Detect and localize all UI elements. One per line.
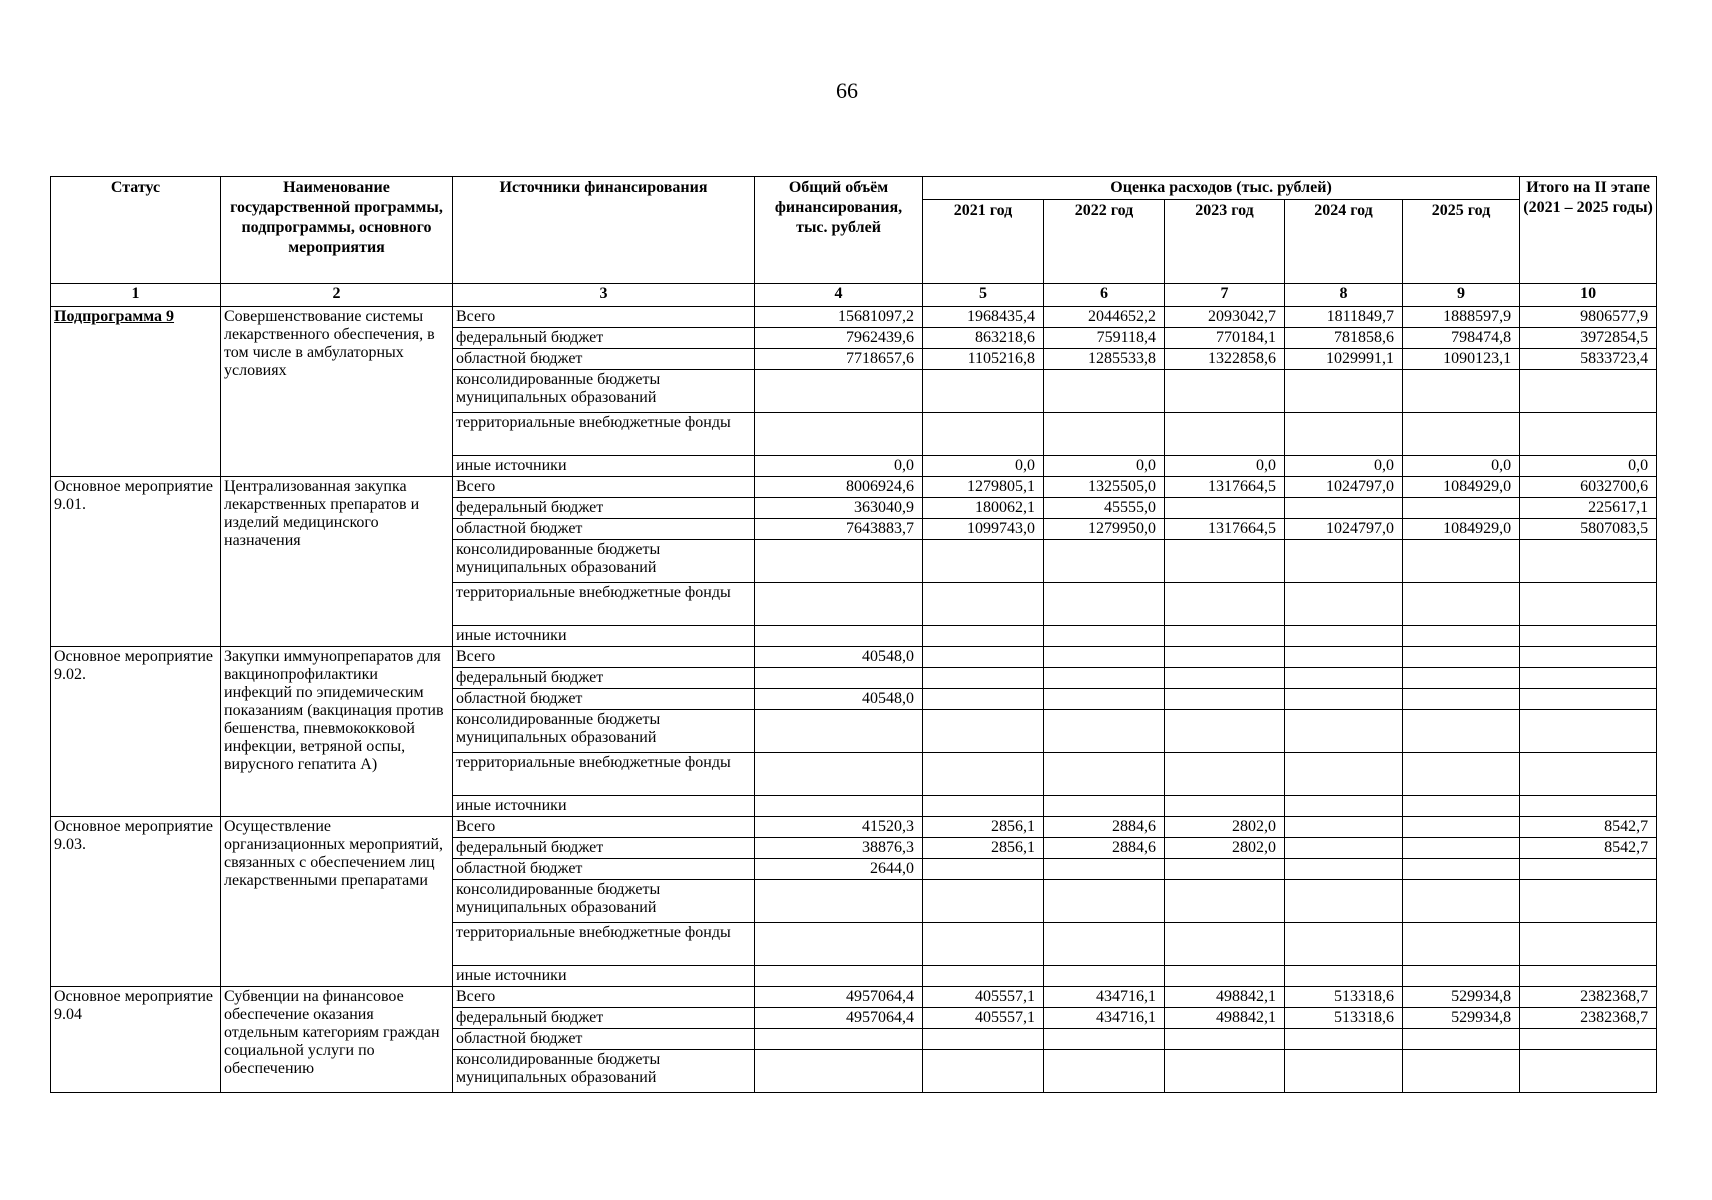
block-status: Подпрограмма 9 bbox=[51, 307, 221, 477]
amount-cell-y2023: 0,0 bbox=[1165, 456, 1285, 477]
financing-source: консолидированные бюджеты муниципальных образований bbox=[453, 710, 755, 753]
amount-cell-y2021: 405557,1 bbox=[923, 1008, 1044, 1029]
amount-cell-y2023: 1322858,6 bbox=[1165, 349, 1285, 370]
amount-cell-stage bbox=[1520, 1050, 1657, 1093]
amount-cell-stage: 5807083,5 bbox=[1520, 519, 1657, 540]
amount-cell-y2024 bbox=[1285, 966, 1403, 987]
block-name: Централизованная закупка лекарственных препаратов и изделий медицинского назначения bbox=[221, 477, 453, 647]
amount-cell-total: 40548,0 bbox=[755, 689, 923, 710]
financing-source: территориальные внебюджетные фонды bbox=[453, 583, 755, 626]
financing-source: иные источники bbox=[453, 796, 755, 817]
amount-cell-y2024 bbox=[1285, 859, 1403, 880]
amount-cell-y2023 bbox=[1165, 859, 1285, 880]
amount-cell-total bbox=[755, 1029, 923, 1050]
amount-cell-total bbox=[755, 540, 923, 583]
financing-source: областной бюджет bbox=[453, 519, 755, 540]
column-number: 5 bbox=[923, 284, 1044, 307]
financing-source: федеральный бюджет bbox=[453, 838, 755, 859]
column-number: 10 bbox=[1520, 284, 1657, 307]
header-stage-total: Итого на II этапе (2021 – 2025 годы) bbox=[1520, 177, 1657, 284]
amount-cell-y2021 bbox=[923, 710, 1044, 753]
amount-cell-y2025: 0,0 bbox=[1403, 456, 1520, 477]
amount-cell-y2023: 1317664,5 bbox=[1165, 519, 1285, 540]
amount-cell-y2023 bbox=[1165, 880, 1285, 923]
amount-cell-stage bbox=[1520, 753, 1657, 796]
column-number: 4 bbox=[755, 284, 923, 307]
financing-source: консолидированные бюджеты муниципальных образований bbox=[453, 540, 755, 583]
header-estimate: Оценка расходов (тыс. рублей) bbox=[923, 177, 1520, 200]
amount-cell-y2024: 1024797,0 bbox=[1285, 477, 1403, 498]
financing-source: областной бюджет bbox=[453, 349, 755, 370]
amount-cell-stage: 3972854,5 bbox=[1520, 328, 1657, 349]
amount-cell-y2025: 1084929,0 bbox=[1403, 477, 1520, 498]
amount-cell-total bbox=[755, 626, 923, 647]
amount-cell-total bbox=[755, 966, 923, 987]
column-numbers-row bbox=[51, 284, 1657, 307]
amount-cell-y2022: 2044652,2 bbox=[1044, 307, 1165, 328]
amount-cell-y2023 bbox=[1165, 540, 1285, 583]
amount-cell-total bbox=[755, 880, 923, 923]
amount-cell-total bbox=[755, 1050, 923, 1093]
column-number: 6 bbox=[1044, 284, 1165, 307]
amount-cell-y2024 bbox=[1285, 1050, 1403, 1093]
amount-cell-y2021: 1099743,0 bbox=[923, 519, 1044, 540]
amount-cell-y2024 bbox=[1285, 753, 1403, 796]
table-row bbox=[51, 987, 1657, 1008]
amount-cell-y2025 bbox=[1403, 710, 1520, 753]
amount-cell-total: 41520,3 bbox=[755, 817, 923, 838]
amount-cell-y2024 bbox=[1285, 817, 1403, 838]
amount-cell-stage bbox=[1520, 710, 1657, 753]
amount-cell-y2023 bbox=[1165, 689, 1285, 710]
amount-cell-y2021: 405557,1 bbox=[923, 987, 1044, 1008]
amount-cell-y2022: 434716,1 bbox=[1044, 1008, 1165, 1029]
amount-cell-y2023 bbox=[1165, 626, 1285, 647]
block-status: Основное мероприятие 9.03. bbox=[51, 817, 221, 987]
amount-cell-y2023 bbox=[1165, 753, 1285, 796]
amount-cell-total: 2644,0 bbox=[755, 859, 923, 880]
amount-cell-y2022 bbox=[1044, 370, 1165, 413]
header-year-2024: 2024 год bbox=[1285, 200, 1403, 284]
financing-source: территориальные внебюджетные фонды bbox=[453, 923, 755, 966]
amount-cell-y2021 bbox=[923, 668, 1044, 689]
amount-cell-y2022 bbox=[1044, 689, 1165, 710]
financing-source: Всего bbox=[453, 817, 755, 838]
amount-cell-y2022 bbox=[1044, 413, 1165, 456]
amount-cell-y2024 bbox=[1285, 668, 1403, 689]
financing-source: консолидированные бюджеты муниципальных образований bbox=[453, 370, 755, 413]
block-name: Осуществление организационных мероприятий, связанных с обеспечением лиц лекарственными препаратами bbox=[221, 817, 453, 987]
page-number: 66 bbox=[836, 78, 858, 103]
amount-cell-total: 7962439,6 bbox=[755, 328, 923, 349]
amount-cell-y2023 bbox=[1165, 583, 1285, 626]
amount-cell-y2021: 1968435,4 bbox=[923, 307, 1044, 328]
amount-cell-stage bbox=[1520, 796, 1657, 817]
column-number: 3 bbox=[453, 284, 755, 307]
amount-cell-y2025 bbox=[1403, 817, 1520, 838]
financing-source: областной бюджет bbox=[453, 859, 755, 880]
amount-cell-stage: 8542,7 bbox=[1520, 838, 1657, 859]
block-status: Основное мероприятие 9.02. bbox=[51, 647, 221, 817]
financing-source: федеральный бюджет bbox=[453, 328, 755, 349]
amount-cell-y2025 bbox=[1403, 498, 1520, 519]
amount-cell-y2024 bbox=[1285, 370, 1403, 413]
amount-cell-y2021 bbox=[923, 796, 1044, 817]
amount-cell-y2023 bbox=[1165, 1050, 1285, 1093]
table-row bbox=[51, 477, 1657, 498]
amount-cell-y2023 bbox=[1165, 1029, 1285, 1050]
amount-cell-y2023: 2802,0 bbox=[1165, 838, 1285, 859]
amount-cell-y2022 bbox=[1044, 880, 1165, 923]
amount-cell-stage bbox=[1520, 1029, 1657, 1050]
amount-cell-y2023: 2802,0 bbox=[1165, 817, 1285, 838]
amount-cell-y2023 bbox=[1165, 966, 1285, 987]
amount-cell-total: 7718657,6 bbox=[755, 349, 923, 370]
amount-cell-y2025 bbox=[1403, 859, 1520, 880]
amount-cell-total bbox=[755, 668, 923, 689]
amount-cell-y2023: 498842,1 bbox=[1165, 1008, 1285, 1029]
amount-cell-y2021 bbox=[923, 880, 1044, 923]
amount-cell-y2021 bbox=[923, 1029, 1044, 1050]
amount-cell-total: 7643883,7 bbox=[755, 519, 923, 540]
amount-cell-y2023 bbox=[1165, 498, 1285, 519]
financing-source: федеральный бюджет bbox=[453, 668, 755, 689]
financing-source: Всего bbox=[453, 477, 755, 498]
amount-cell-y2023 bbox=[1165, 413, 1285, 456]
block-name: Совершенствование системы лекарственного обеспечения, в том числе в амбулаторных условиях bbox=[221, 307, 453, 477]
amount-cell-y2024 bbox=[1285, 1029, 1403, 1050]
amount-cell-y2021: 1279805,1 bbox=[923, 477, 1044, 498]
amount-cell-stage bbox=[1520, 668, 1657, 689]
amount-cell-y2024: 781858,6 bbox=[1285, 328, 1403, 349]
amount-cell-y2025 bbox=[1403, 647, 1520, 668]
amount-cell-y2025 bbox=[1403, 583, 1520, 626]
financing-source: областной бюджет bbox=[453, 1029, 755, 1050]
block-name: Субвенции на финансовое обеспечение оказания отдельным категориям граждан социальной услуги по обеспечению bbox=[221, 987, 453, 1093]
amount-cell-stage: 225617,1 bbox=[1520, 498, 1657, 519]
amount-cell-y2021: 2856,1 bbox=[923, 838, 1044, 859]
amount-cell-y2025: 529934,8 bbox=[1403, 987, 1520, 1008]
amount-cell-stage bbox=[1520, 859, 1657, 880]
amount-cell-stage bbox=[1520, 413, 1657, 456]
amount-cell-y2022: 1279950,0 bbox=[1044, 519, 1165, 540]
amount-cell-y2024: 1024797,0 bbox=[1285, 519, 1403, 540]
header-year-2021: 2021 год bbox=[923, 200, 1044, 284]
amount-cell-y2021: 180062,1 bbox=[923, 498, 1044, 519]
amount-cell-y2025: 1084929,0 bbox=[1403, 519, 1520, 540]
header-year-2025: 2025 год bbox=[1403, 200, 1520, 284]
amount-cell-y2024: 513318,6 bbox=[1285, 987, 1403, 1008]
financing-source: иные источники bbox=[453, 456, 755, 477]
amount-cell-y2025: 529934,8 bbox=[1403, 1008, 1520, 1029]
amount-cell-y2022 bbox=[1044, 1050, 1165, 1093]
amount-cell-y2022 bbox=[1044, 647, 1165, 668]
amount-cell-total bbox=[755, 796, 923, 817]
amount-cell-y2023 bbox=[1165, 647, 1285, 668]
amount-cell-y2024: 0,0 bbox=[1285, 456, 1403, 477]
column-number: 9 bbox=[1403, 284, 1520, 307]
amount-cell-y2021 bbox=[923, 753, 1044, 796]
amount-cell-y2022 bbox=[1044, 668, 1165, 689]
amount-cell-y2024: 513318,6 bbox=[1285, 1008, 1403, 1029]
block-name: Закупки иммунопрепаратов для вакцинопрофилактики инфекций по эпидемическим показаниям (вакцинация против бешенства, пневмококковой инфекции, ветряной оспы, вирусного гепатита А) bbox=[221, 647, 453, 817]
amount-cell-y2025 bbox=[1403, 370, 1520, 413]
amount-cell-y2021 bbox=[923, 966, 1044, 987]
amount-cell-y2023: 498842,1 bbox=[1165, 987, 1285, 1008]
column-number: 1 bbox=[51, 284, 221, 307]
amount-cell-stage bbox=[1520, 626, 1657, 647]
financing-source: Всего bbox=[453, 987, 755, 1008]
amount-cell-y2021: 1105216,8 bbox=[923, 349, 1044, 370]
amount-cell-y2022: 0,0 bbox=[1044, 456, 1165, 477]
amount-cell-y2023 bbox=[1165, 370, 1285, 413]
amount-cell-y2021 bbox=[923, 923, 1044, 966]
amount-cell-stage bbox=[1520, 540, 1657, 583]
amount-cell-y2021 bbox=[923, 626, 1044, 647]
column-number: 2 bbox=[221, 284, 453, 307]
amount-cell-total bbox=[755, 923, 923, 966]
amount-cell-y2021: 863218,6 bbox=[923, 328, 1044, 349]
amount-cell-total: 40548,0 bbox=[755, 647, 923, 668]
amount-cell-y2022 bbox=[1044, 859, 1165, 880]
amount-cell-y2023: 770184,1 bbox=[1165, 328, 1285, 349]
amount-cell-y2024 bbox=[1285, 413, 1403, 456]
amount-cell-stage: 0,0 bbox=[1520, 456, 1657, 477]
amount-cell-total: 8006924,6 bbox=[755, 477, 923, 498]
header-name: Наименование государственной программы, подпрограммы, основного мероприятия bbox=[221, 177, 453, 284]
amount-cell-y2025 bbox=[1403, 966, 1520, 987]
amount-cell-total bbox=[755, 753, 923, 796]
table-row bbox=[51, 647, 1657, 668]
financing-source: Всего bbox=[453, 647, 755, 668]
amount-cell-total: 4957064,4 bbox=[755, 987, 923, 1008]
amount-cell-y2022: 2884,6 bbox=[1044, 817, 1165, 838]
amount-cell-y2021: 2856,1 bbox=[923, 817, 1044, 838]
amount-cell-y2021 bbox=[923, 540, 1044, 583]
amount-cell-y2025 bbox=[1403, 1050, 1520, 1093]
amount-cell-y2023 bbox=[1165, 710, 1285, 753]
amount-cell-stage: 9806577,9 bbox=[1520, 307, 1657, 328]
financing-source: территориальные внебюджетные фонды bbox=[453, 413, 755, 456]
amount-cell-y2024 bbox=[1285, 498, 1403, 519]
amount-cell-y2021 bbox=[923, 689, 1044, 710]
amount-cell-y2024 bbox=[1285, 796, 1403, 817]
financing-source: федеральный бюджет bbox=[453, 498, 755, 519]
amount-cell-y2024: 1029991,1 bbox=[1285, 349, 1403, 370]
amount-cell-y2021 bbox=[923, 583, 1044, 626]
amount-cell-stage bbox=[1520, 966, 1657, 987]
amount-cell-y2024 bbox=[1285, 880, 1403, 923]
amount-cell-y2021 bbox=[923, 859, 1044, 880]
amount-cell-y2025 bbox=[1403, 838, 1520, 859]
amount-cell-total: 363040,9 bbox=[755, 498, 923, 519]
amount-cell-y2025: 1090123,1 bbox=[1403, 349, 1520, 370]
amount-cell-y2022 bbox=[1044, 796, 1165, 817]
column-number: 7 bbox=[1165, 284, 1285, 307]
amount-cell-stage bbox=[1520, 923, 1657, 966]
amount-cell-y2022 bbox=[1044, 753, 1165, 796]
amount-cell-total: 4957064,4 bbox=[755, 1008, 923, 1029]
amount-cell-y2022 bbox=[1044, 710, 1165, 753]
amount-cell-y2025: 1888597,9 bbox=[1403, 307, 1520, 328]
amount-cell-y2025 bbox=[1403, 689, 1520, 710]
amount-cell-y2025 bbox=[1403, 880, 1520, 923]
amount-cell-y2021 bbox=[923, 370, 1044, 413]
amount-cell-y2021 bbox=[923, 413, 1044, 456]
block-status: Основное мероприятие 9.01. bbox=[51, 477, 221, 647]
amount-cell-stage bbox=[1520, 880, 1657, 923]
amount-cell-stage: 6032700,6 bbox=[1520, 477, 1657, 498]
amount-cell-y2025: 798474,8 bbox=[1403, 328, 1520, 349]
amount-cell-stage: 8542,7 bbox=[1520, 817, 1657, 838]
amount-cell-y2024 bbox=[1285, 647, 1403, 668]
amount-cell-y2023 bbox=[1165, 923, 1285, 966]
amount-cell-y2023 bbox=[1165, 668, 1285, 689]
amount-cell-stage: 5833723,4 bbox=[1520, 349, 1657, 370]
amount-cell-stage bbox=[1520, 647, 1657, 668]
amount-cell-y2025 bbox=[1403, 796, 1520, 817]
amount-cell-y2022 bbox=[1044, 626, 1165, 647]
amount-cell-y2024 bbox=[1285, 626, 1403, 647]
amount-cell-y2024 bbox=[1285, 923, 1403, 966]
amount-cell-y2023 bbox=[1165, 796, 1285, 817]
table-body bbox=[51, 307, 1657, 1093]
amount-cell-y2024: 1811849,7 bbox=[1285, 307, 1403, 328]
amount-cell-total bbox=[755, 413, 923, 456]
amount-cell-stage bbox=[1520, 370, 1657, 413]
amount-cell-y2022 bbox=[1044, 923, 1165, 966]
amount-cell-y2023: 2093042,7 bbox=[1165, 307, 1285, 328]
amount-cell-stage: 2382368,7 bbox=[1520, 987, 1657, 1008]
amount-cell-y2025 bbox=[1403, 1029, 1520, 1050]
header-total: Общий объём финансирования, тыс. рублей bbox=[755, 177, 923, 284]
block-status: Основное мероприятие 9.04 bbox=[51, 987, 221, 1093]
amount-cell-y2022 bbox=[1044, 583, 1165, 626]
amount-cell-stage: 2382368,7 bbox=[1520, 1008, 1657, 1029]
amount-cell-stage bbox=[1520, 583, 1657, 626]
amount-cell-y2025 bbox=[1403, 540, 1520, 583]
amount-cell-total: 15681097,2 bbox=[755, 307, 923, 328]
amount-cell-y2024 bbox=[1285, 689, 1403, 710]
amount-cell-total: 0,0 bbox=[755, 456, 923, 477]
amount-cell-y2025 bbox=[1403, 753, 1520, 796]
amount-cell-y2025 bbox=[1403, 413, 1520, 456]
amount-cell-total bbox=[755, 583, 923, 626]
amount-cell-y2021 bbox=[923, 647, 1044, 668]
table-row bbox=[51, 307, 1657, 328]
amount-cell-y2025 bbox=[1403, 668, 1520, 689]
financing-source: областной бюджет bbox=[453, 689, 755, 710]
amount-cell-y2022: 45555,0 bbox=[1044, 498, 1165, 519]
amount-cell-y2025 bbox=[1403, 626, 1520, 647]
amount-cell-y2022: 1285533,8 bbox=[1044, 349, 1165, 370]
amount-cell-y2022: 2884,6 bbox=[1044, 838, 1165, 859]
amount-cell-y2024 bbox=[1285, 838, 1403, 859]
amount-cell-y2022 bbox=[1044, 1029, 1165, 1050]
financing-source: иные источники bbox=[453, 966, 755, 987]
amount-cell-y2024 bbox=[1285, 540, 1403, 583]
financing-table bbox=[50, 176, 1657, 1093]
table-row bbox=[51, 817, 1657, 838]
amount-cell-y2024 bbox=[1285, 710, 1403, 753]
amount-cell-y2022: 759118,4 bbox=[1044, 328, 1165, 349]
header-year-2023: 2023 год bbox=[1165, 200, 1285, 284]
financing-source: иные источники bbox=[453, 626, 755, 647]
amount-cell-total bbox=[755, 370, 923, 413]
financing-source: территориальные внебюджетные фонды bbox=[453, 753, 755, 796]
amount-cell-y2024 bbox=[1285, 583, 1403, 626]
financing-source: консолидированные бюджеты муниципальных образований bbox=[453, 1050, 755, 1093]
amount-cell-y2022 bbox=[1044, 540, 1165, 583]
financing-source: консолидированные бюджеты муниципальных образований bbox=[453, 880, 755, 923]
amount-cell-y2025 bbox=[1403, 923, 1520, 966]
financing-source: Всего bbox=[453, 307, 755, 328]
amount-cell-y2021: 0,0 bbox=[923, 456, 1044, 477]
column-number: 8 bbox=[1285, 284, 1403, 307]
amount-cell-y2021 bbox=[923, 1050, 1044, 1093]
amount-cell-y2022: 434716,1 bbox=[1044, 987, 1165, 1008]
amount-cell-total: 38876,3 bbox=[755, 838, 923, 859]
amount-cell-stage bbox=[1520, 689, 1657, 710]
amount-cell-y2022: 1325505,0 bbox=[1044, 477, 1165, 498]
header-sources: Источники финансирования bbox=[453, 177, 755, 284]
header-status: Статус bbox=[51, 177, 221, 284]
amount-cell-total bbox=[755, 710, 923, 753]
amount-cell-y2022 bbox=[1044, 966, 1165, 987]
financing-source: федеральный бюджет bbox=[453, 1008, 755, 1029]
header-year-2022: 2022 год bbox=[1044, 200, 1165, 284]
amount-cell-y2023: 1317664,5 bbox=[1165, 477, 1285, 498]
